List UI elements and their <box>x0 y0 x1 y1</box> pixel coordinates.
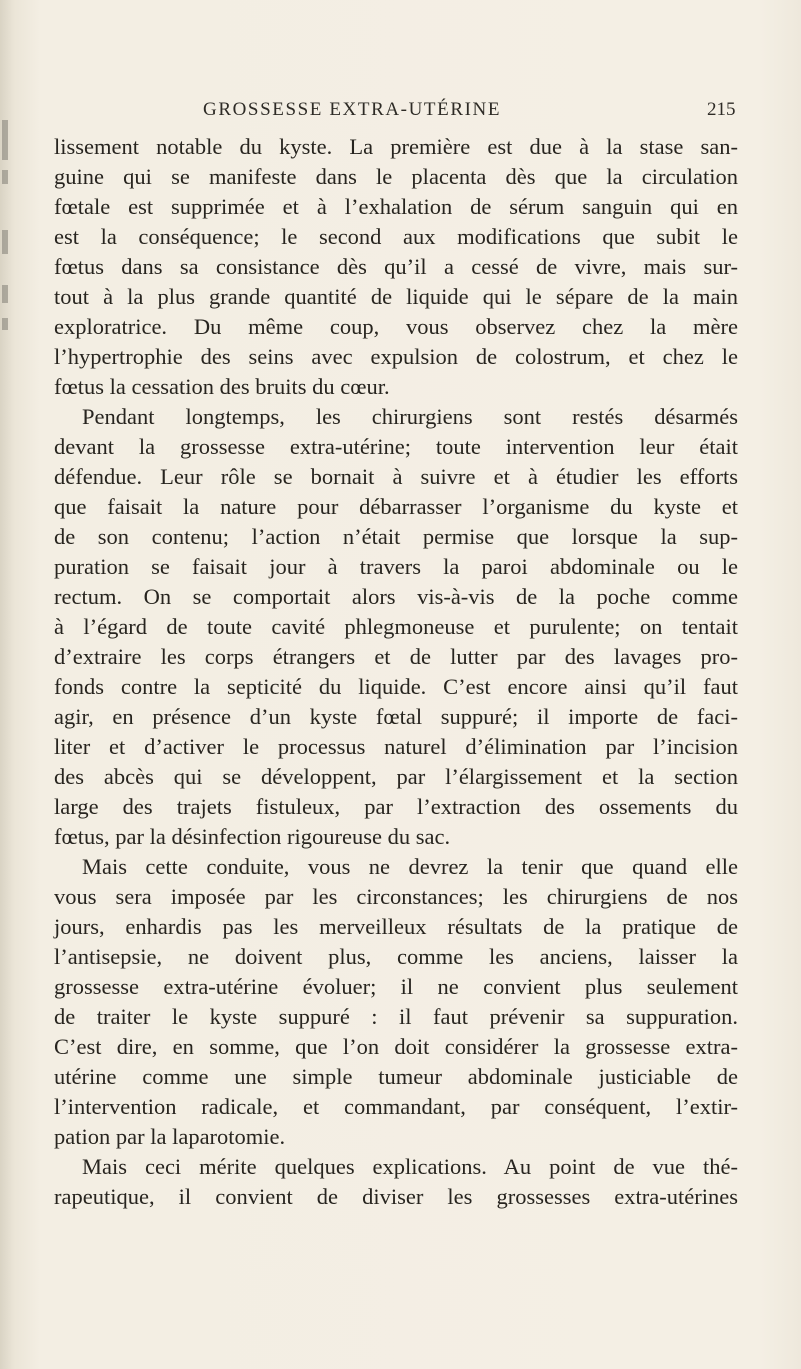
text-line: des abcès qui se développent, par l’élargissement et la section <box>54 764 738 789</box>
binding-shadow-mark <box>2 318 8 330</box>
text-line: devant la grossesse extra-utérine; toute intervention leur était <box>54 434 738 459</box>
text-line: d’extraire les corps étrangers et de lutter par des lavages pro- <box>54 644 738 669</box>
binding-shadow-mark <box>2 285 8 303</box>
text-line: Mais cette conduite, vous ne devrez la tenir que quand elle <box>82 854 738 879</box>
text-line: rapeutique, il convient de diviser les grossesses extra-utérines <box>54 1184 738 1209</box>
text-line: fœtus dans sa consistance dès qu’il a cessé de vivre, mais sur- <box>54 254 738 279</box>
text-line: que faisait la nature pour débarrasser l’organisme du kyste et <box>54 494 738 519</box>
binding-shadow-mark <box>2 120 8 160</box>
binding-shadow-mark <box>2 230 8 254</box>
text-line: lissement notable du kyste. La première est due à la stase san- <box>54 134 738 159</box>
text-line: de traiter le kyste suppuré : il faut prévenir sa suppuration. <box>54 1004 738 1029</box>
text-line: puration se faisait jour à travers la paroi abdominale ou le <box>54 554 738 579</box>
text-line: l’antisepsie, ne doivent plus, comme les anciens, laisser la <box>54 944 738 969</box>
text-line: C’est dire, en somme, que l’on doit considérer la grossesse extra- <box>54 1034 738 1059</box>
running-title: GROSSESSE EXTRA-UTÉRINE <box>203 99 502 120</box>
text-line: l’hypertrophie des seins avec expulsion de colostrum, et chez le <box>54 344 738 369</box>
page-header <box>0 99 801 125</box>
text-line: liter et d’activer le processus naturel d’élimination par l’incision <box>54 734 738 759</box>
text-line: exploratrice. Du même coup, vous observez chez la mère <box>54 314 738 339</box>
text-line: utérine comme une simple tumeur abdominale justiciable de <box>54 1064 738 1089</box>
text-line: fœtus la cessation des bruits du cœur. <box>54 374 390 399</box>
text-line: fœtus, par la désinfection rigoureuse du sac. <box>54 824 451 849</box>
text-line: tout à la plus grande quantité de liquide qui le sépare de la main <box>54 284 738 309</box>
text-line: agir, en présence d’un kyste fœtal suppuré; il importe de faci- <box>54 704 738 729</box>
text-line: Pendant longtemps, les chirurgiens sont restés désarmés <box>82 404 738 429</box>
text-line: large des trajets fistuleux, par l’extraction des ossements du <box>54 794 738 819</box>
page-number: 215 <box>707 99 736 120</box>
text-line: l’intervention radicale, et commandant, par conséquent, l’extir- <box>54 1094 738 1119</box>
text-line: pation par la laparotomie. <box>54 1124 286 1149</box>
text-line: Mais ceci mérite quelques explications. Au point de vue thé- <box>82 1154 738 1179</box>
text-line: jours, enhardis pas les merveilleux résultats de la pratique de <box>54 914 738 939</box>
text-line: rectum. On se comportait alors vis-à-vis de la poche comme <box>54 584 738 609</box>
text-line: fœtale est supprimée et à l’exhalation de sérum sanguin qui en <box>54 194 738 219</box>
binding-shadow-mark <box>2 170 8 184</box>
text-line: guine qui se manifeste dans le placenta dès que la circulation <box>54 164 738 189</box>
text-line: fonds contre la septicité du liquide. C’est encore ainsi qu’il faut <box>54 674 738 699</box>
text-line: est la conséquence; le second aux modifications que subit le <box>54 224 738 249</box>
text-line: grossesse extra-utérine évoluer; il ne convient plus seulement <box>54 974 738 999</box>
text-line: à l’égard de toute cavité phlegmoneuse et purulente; on tentait <box>54 614 738 639</box>
text-line: vous sera imposée par les circonstances; les chirurgiens de nos <box>54 884 738 909</box>
text-line: de son contenu; l’action n’était permise que lorsque la sup- <box>54 524 738 549</box>
text-line: défendue. Leur rôle se bornait à suivre et à étudier les efforts <box>54 464 738 489</box>
